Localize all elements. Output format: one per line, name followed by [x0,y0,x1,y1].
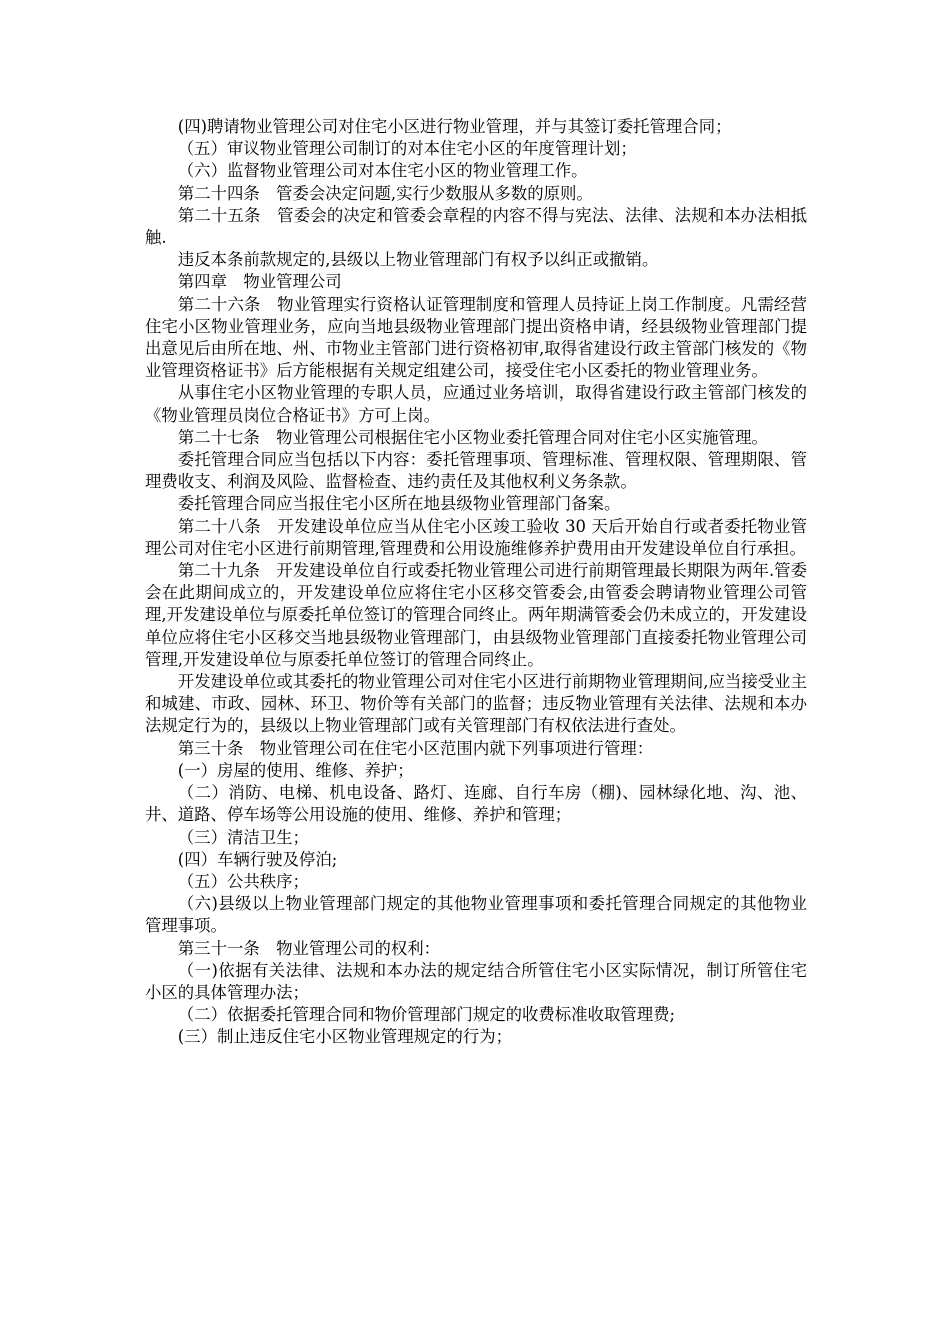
list-item: （六)县级以上物业管理部门规定的其他物业管理事项和委托管理合同规定的其他物业管理事项。 [145,894,807,936]
article-heading: 第二十八条 开发建设单位应当从住宅小区竣工验收 30 天后开始自行或者委托物业管理公司对住宅小区进行前期管理,管理费和公用设施维修养护费用由开发建设单位自行承担。 [145,516,807,558]
article-heading: 第三十条 物业管理公司在住宅小区范围内就下列事项进行管理： [177,738,654,758]
list-item: (四）车辆行驶及停泊; [177,849,338,869]
list-item: (三）制止违反住宅小区物业管理规定的行为； [177,1027,513,1047]
chapter-heading: 第四章 物业管理公司 [177,272,342,292]
paragraph: 违反本条前款规定的,县级以上物业管理部门有权予以纠正或撤销。 [177,250,659,270]
article-heading: 第二十九条 开发建设单位自行或委托物业管理公司进行前期管理最长期限为两年.管委会在此期间成立的，开发建设单位应将住宅小区移交管委会,由管委会聘请物业管理公司管理,开发建设单位与原委托单位签订的管理合同终止。两年期满管委会仍未成立的，开发建设单位应将住宅小区移交当地县级物业管理部门，由县级物业管理部门直接委托物业管理公司管理,开发建设单位与原委托单位签订的管理合同终止。 [145,561,807,669]
article-heading: 第三十一条 物业管理公司的权利： [177,938,441,958]
paragraph: 从事住宅小区物业管理的专职人员，应通过业务培训，取得省建设行政主管部门核发的《物业管理员岗位合格证书》方可上岗。 [145,383,807,425]
list-item: （五）公共秩序； [177,871,309,891]
list-item: （二）依据委托管理合同和物价管理部门规定的收费标准收取管理费; [177,1005,676,1025]
paragraph: (四)聘请物业管理公司对住宅小区进行物业管理，并与其签订委托管理合同； [177,117,732,136]
paragraph: （五）审议物业管理公司制订的对本住宅小区的年度管理计划； [177,139,637,159]
document-body [145,116,807,1049]
paragraph: 委托管理合同应当包括以下内容：委托管理事项、管理标准、管理权限、管理期限、管理费收支、利润及风险、监督检查、违约责任及其他权利义务条款。 [145,450,807,492]
paragraph: 开发建设单位或其委托的物业管理公司对住宅小区进行前期物业管理期间,应当接受业主和城建、市政、园林、环卫、物价等有关部门的监督；违反物业管理有关法律、法规和本办法规定行为的，县级以上物业管理部门或有关管理部门有权依法进行查处。 [145,672,807,736]
list-item: （三）清洁卫生； [177,827,309,847]
paragraph: 委托管理合同应当报住宅小区所在地县级物业管理部门备案。 [177,494,621,514]
article-heading: 第二十六条 物业管理实行资格认证管理制度和管理人员持证上岗工作制度。凡需经营住宅小区物业管理业务，应向当地县级物业管理部门提出资格申请，经县级物业管理部门提出意见后由所在地、州、市物业主管部门进行资格初审,取得省建设行政主管部门核发的《物业管理资格证书》后方能根据有关规定组建公司，接受住宅小区委托的物业管理业务。 [145,294,807,381]
article-heading: 第二十四条 管委会决定问题,实行少数服从多数的原则。 [177,183,593,203]
list-item: (一）房屋的使用、维修、养护； [177,760,414,780]
article-heading: 第二十七条 物业管理公司根据住宅小区物业委托管理合同对住宅小区实施管理。 [177,427,768,447]
list-item: （二）消防、电梯、机电设备、路灯、连廊、自行车房（棚)、园林绿化地、沟、池、井、道路、停车场等公用设施的使用、维修、养护和管理； [145,783,807,825]
list-item: （一)依据有关法律、法规和本办法的规定结合所管住宅小区实际情况，制订所管住宅小区的具体管理办法； [145,960,807,1002]
article-heading: 第二十五条 管委会的决定和管委会章程的内容不得与宪法、法律、法规和本办法相抵触. [145,205,807,248]
paragraph: （六）监督物业管理公司对本住宅小区的物业管理工作。 [177,161,588,181]
